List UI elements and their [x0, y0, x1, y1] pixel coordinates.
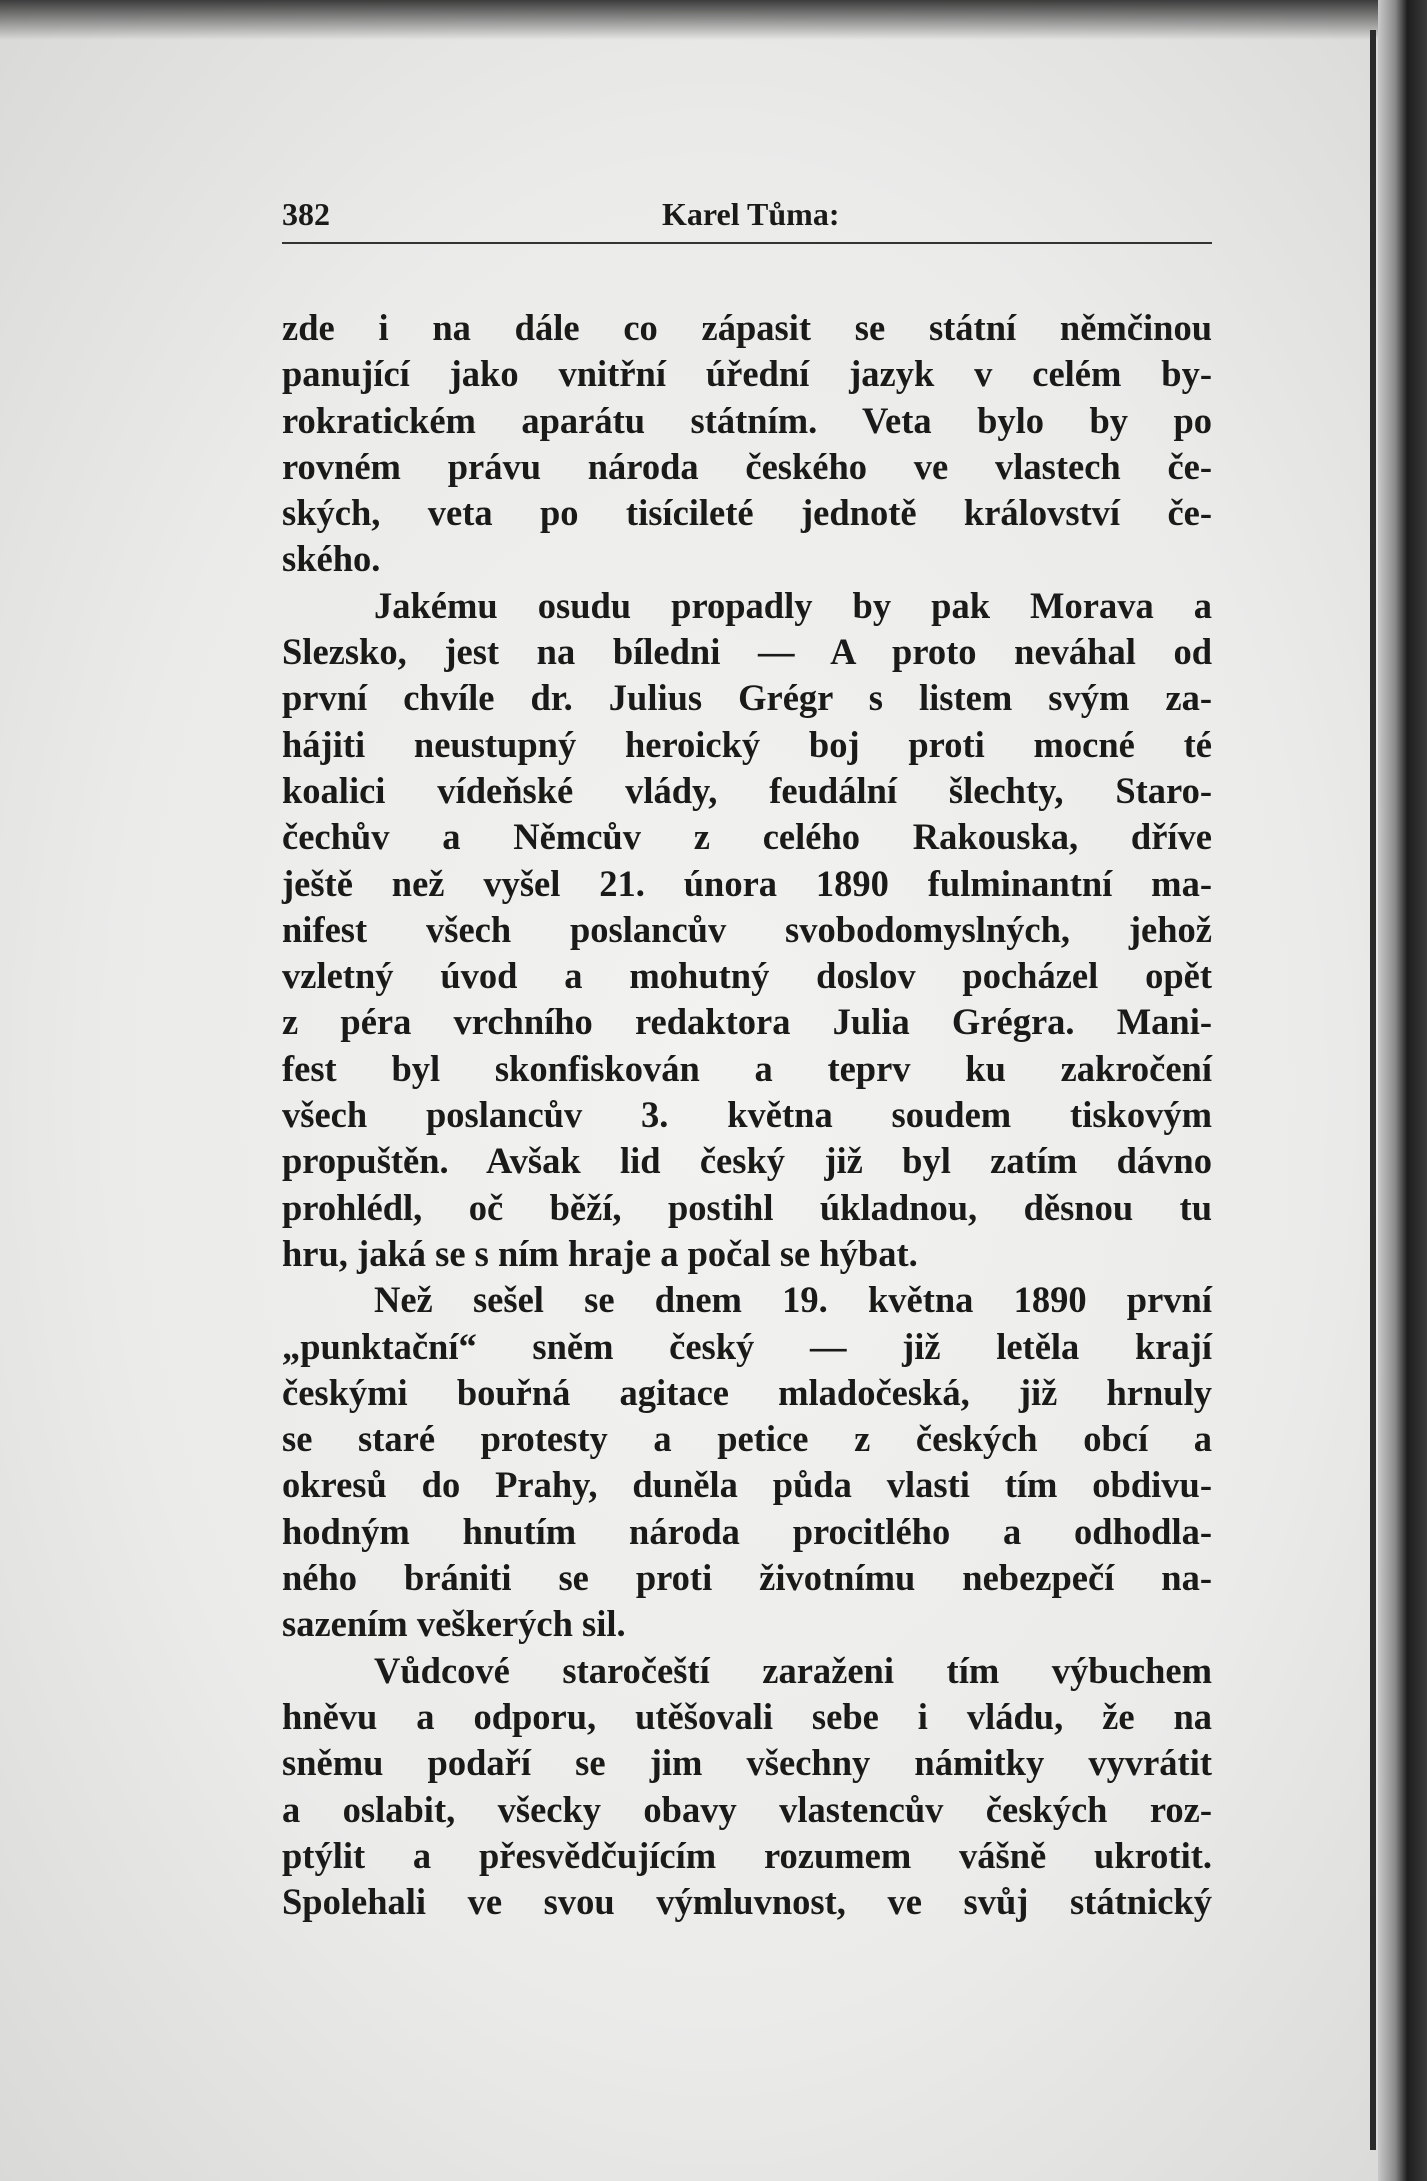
text-line: ného brániti se proti životnímu nebezpečí na-: [282, 1557, 1212, 1599]
text-line: vzletný úvod a mohutný doslov pocházel opět: [282, 955, 1212, 997]
text-line: sněmu podaří se jim všechny námitky vyvrátit: [282, 1742, 1212, 1784]
text-line: čechův a Němcův z celého Rakouska, dříve: [282, 816, 1212, 858]
page-edge-shadow: [1378, 0, 1427, 2181]
text-line: rovném právu národa českého ve vlastech če-: [282, 445, 1212, 487]
text-line: sazením veškerých sil.: [282, 1603, 626, 1645]
text-line: hněvu a odporu, utěšovali sebe i vládu, že na: [282, 1695, 1212, 1737]
text-line: hájiti neustupný heroický boj proti mocné té: [282, 723, 1212, 765]
text-line: ptýlit a přesvědčujícím rozumem vášně ukrotit.: [282, 1834, 1212, 1876]
text-line: Vůdcové staročeští zaraženi tím výbuchem: [374, 1649, 1212, 1691]
text-line: ských, veta po tisícileté jednotě království če-: [282, 492, 1212, 534]
text-line: hodným hnutím národa procitlého a odhodla-: [282, 1510, 1212, 1552]
text-line: koalici vídeňské vlády, feudální šlechty, Staro-: [282, 769, 1212, 811]
text-line: Než sešel se dnem 19. května 1890 první: [374, 1279, 1212, 1321]
text-line: rokratickém aparátu státním. Veta bylo by po: [282, 399, 1212, 441]
scan-top-shadow: [0, 0, 1427, 40]
running-head: Karel Tůma:: [662, 196, 840, 232]
text-line: Spolehali ve svou výmluvnost, ve svůj státnický: [282, 1881, 1212, 1923]
text-line: okresů do Prahy, duněla půda vlasti tím obdivu-: [282, 1464, 1212, 1506]
text-line: všech poslancův 3. května soudem tiskovým: [282, 1094, 1212, 1136]
text-line: fest byl skonfiskován a teprv ku zakročení: [282, 1047, 1212, 1089]
text-line: ještě než vyšel 21. února 1890 fulminantní ma-: [282, 862, 1212, 904]
text-line: prohlédl, oč běží, postihl úkladnou, děsnou tu: [282, 1186, 1212, 1228]
body-text: [282, 305, 1212, 1925]
text-line: hru, jaká se s ním hraje a počal se hýbat.: [282, 1232, 918, 1274]
text-line: nifest všech poslancův svobodomyslných, jehož: [282, 908, 1212, 950]
text-line: českými bouřná agitace mladočeská, již hrnuly: [282, 1371, 1212, 1413]
page-edge-line: [1370, 30, 1376, 2150]
text-line: „punktační“ sněm český — již letěla krají: [282, 1325, 1212, 1367]
page-number: 382: [282, 196, 330, 232]
text-line: z péra vrchního redaktora Julia Grégra. Mani-: [282, 1001, 1212, 1043]
text-line: zde i na dále co zápasit se státní němčinou: [282, 307, 1212, 348]
text-line: Jakému osudu propadly by pak Morava a: [374, 584, 1212, 626]
text-line: propuštěn. Avšak lid český již byl zatím dávno: [282, 1140, 1212, 1182]
text-line: ského.: [282, 538, 381, 580]
text-line: a oslabit, všecky obavy vlastencův českých roz-: [282, 1788, 1212, 1830]
text-line: Slezsko, jest na bíledni — A proto neváhal od: [282, 631, 1212, 673]
page-header: [282, 192, 1212, 244]
text-line: panující jako vnitřní úřední jazyk v celém by-: [282, 353, 1212, 395]
text-line: první chvíle dr. Julius Grégr s listem svým za-: [282, 677, 1212, 719]
text-line: se staré protesty a petice z českých obcí a: [282, 1418, 1212, 1460]
